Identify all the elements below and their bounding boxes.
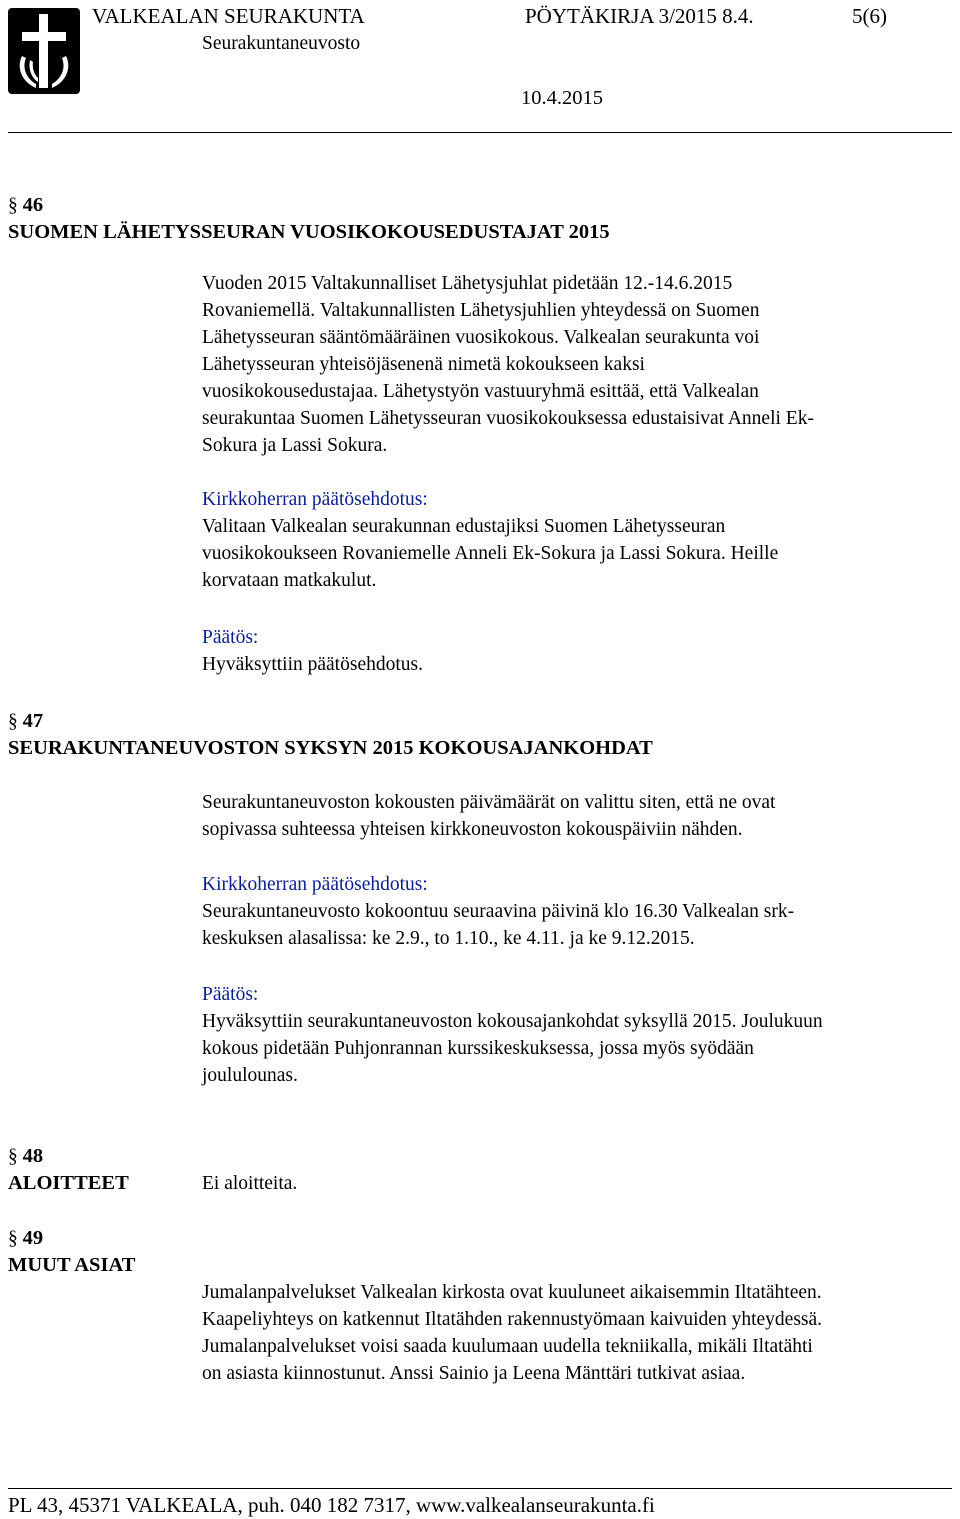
section-46-heading xyxy=(8,192,610,246)
paragraph-line: kokous pidetään Puhjonrannan kurssikeskuksessa, jossa myös syödään xyxy=(202,1038,754,1059)
proposal-label: Kirkkoherran päätösehdotus: xyxy=(202,489,428,510)
header-organization: VALKEALAN SEURAKUNTA xyxy=(92,4,365,28)
header-document-title: PÖYTÄKIRJA 3/2015 8.4. xyxy=(525,4,754,28)
section-48-heading xyxy=(8,1143,129,1197)
header-date: 10.4.2015 xyxy=(521,87,603,109)
section-47-body xyxy=(202,789,958,843)
proposal-label: Kirkkoherran päätösehdotus: xyxy=(202,874,428,895)
section-sign: § xyxy=(8,1228,18,1249)
section-title: SEURAKUNTANEUVOSTON SYKSYN 2015 KOKOUSAJANKOHDAT xyxy=(8,737,653,759)
section-sign: § xyxy=(8,195,18,216)
footer-contact: PL 43, 45371 VALKEALA, puh. 040 182 7317, www.valkealanseurakunta.fi xyxy=(8,1493,655,1517)
section-title: MUUT ASIAT xyxy=(8,1254,136,1276)
section-sign: § xyxy=(8,1146,18,1167)
paragraph-line: keskuksen alasalissa: ke 2.9., to 1.10., ke 4.11. ja ke 9.12.2015. xyxy=(202,928,695,949)
paragraph-line: Ei aloitteita. xyxy=(202,1173,298,1194)
paragraph-line: Lähetysseuran sääntömääräinen vuosikokous. Valkealan seurakunta voi xyxy=(202,327,760,348)
header-divider xyxy=(8,132,952,133)
section-number: 48 xyxy=(22,1145,44,1167)
paragraph-line: joululounas. xyxy=(202,1065,298,1086)
paragraph-line: Seurakuntaneuvosto kokoontuu seuraavina päivinä klo 16.30 Valkealan srk- xyxy=(202,901,795,922)
section-47-decision xyxy=(202,981,958,1089)
paragraph-line: Vuoden 2015 Valtakunnalliset Lähetysjuhlat pidetään 12.-14.6.2015 xyxy=(202,273,733,294)
paragraph-line: seurakuntaa Suomen Lähetysseuran vuosikokouksessa edustaisivat Anneli Ek- xyxy=(202,408,814,429)
header-page-number: 5(6) xyxy=(852,4,887,28)
paragraph-line: Jumalanpalvelukset Valkealan kirkosta ovat kuuluneet aikaisemmin Iltatähteen. xyxy=(202,1282,822,1303)
church-logo xyxy=(8,8,80,94)
paragraph-line: Jumalanpalvelukset voisi saada kuulumaan uudella tekniikalla, mikäli Iltatähti xyxy=(202,1336,813,1357)
paragraph-line: Hyväksyttiin seurakuntaneuvoston kokousajankohdat syksyllä 2015. Joulukuun xyxy=(202,1011,823,1032)
paragraph-line: on asiasta kiinnostunut. Anssi Sainio ja Leena Mänttäri tutkivat asiaa. xyxy=(202,1363,746,1384)
paragraph-line: Lähetysseuran yhteisöjäsenenä nimetä kokoukseen kaksi xyxy=(202,354,645,375)
footer-divider xyxy=(8,1488,952,1489)
paragraph-line: Rovaniemellä. Valtakunnallisten Lähetysjuhlien yhteydessä on Suomen xyxy=(202,300,760,321)
section-number: 49 xyxy=(22,1227,44,1249)
section-title: SUOMEN LÄHETYSSEURAN VUOSIKOKOUSEDUSTAJAT 2015 xyxy=(8,221,610,243)
decision-label: Päätös: xyxy=(202,627,259,648)
paragraph-line: Sokura ja Lassi Sokura. xyxy=(202,435,388,456)
paragraph-line: vuosikokoukseen Rovaniemelle Anneli Ek-Sokura ja Lassi Sokura. Heille xyxy=(202,543,779,564)
paragraph-line: Valitaan Valkealan seurakunnan edustajiksi Suomen Lähetysseuran xyxy=(202,516,726,537)
paragraph-line: Hyväksyttiin päätösehdotus. xyxy=(202,654,423,675)
section-46-proposal xyxy=(202,486,958,594)
section-49-body xyxy=(202,1279,958,1387)
section-sign: § xyxy=(8,711,18,732)
paragraph-line: Kaapeliyhteys on katkennut Iltatähden rakennustyömaan kaivuiden yhteydessä. xyxy=(202,1309,823,1330)
section-number: 46 xyxy=(22,194,44,216)
section-48-body xyxy=(202,1170,958,1197)
section-number: 47 xyxy=(22,710,44,732)
cross-logo-icon xyxy=(8,8,80,94)
section-46-decision xyxy=(202,624,958,678)
section-49-heading xyxy=(8,1225,135,1279)
header-body-name: Seurakuntaneuvosto xyxy=(202,33,361,54)
paragraph-line: sopivassa suhteessa yhteisen kirkkoneuvoston kokouspäiviin nähden. xyxy=(202,819,743,840)
section-46-body xyxy=(202,270,958,459)
decision-label: Päätös: xyxy=(202,984,259,1005)
section-47-heading xyxy=(8,708,653,762)
section-47-proposal xyxy=(202,871,958,952)
section-title: ALOITTEET xyxy=(8,1172,129,1194)
paragraph-line: vuosikokousedustajaa. Lähetystyön vastuuryhmä esittää, että Valkealan xyxy=(202,381,759,402)
paragraph-line: Seurakuntaneuvoston kokousten päivämäärät on valittu siten, että ne ovat xyxy=(202,792,776,813)
paragraph-line: korvataan matkakulut. xyxy=(202,570,377,591)
